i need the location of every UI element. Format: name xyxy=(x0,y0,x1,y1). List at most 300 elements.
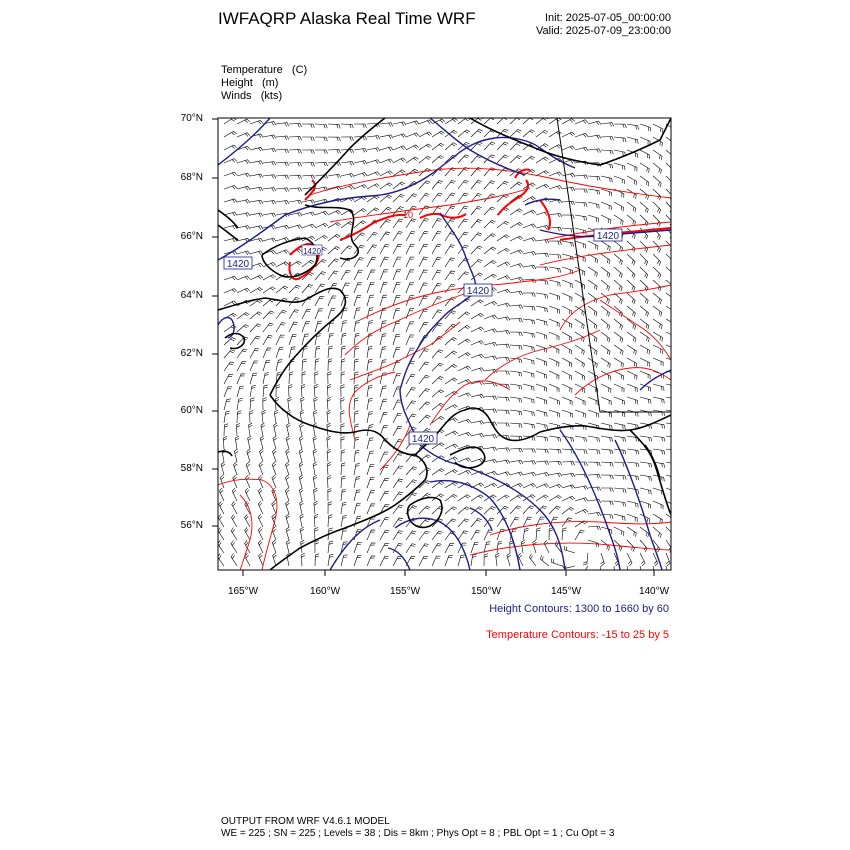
wind-barb xyxy=(419,296,428,306)
wind-barb xyxy=(367,398,373,410)
wind-barb xyxy=(627,215,636,226)
wind-barb xyxy=(627,267,635,278)
wind-barb xyxy=(536,473,549,477)
wind-barb xyxy=(666,150,674,161)
wind-barb xyxy=(285,475,289,488)
wind-barb xyxy=(367,464,374,475)
wind-barb xyxy=(289,200,302,204)
wind-barb xyxy=(551,558,562,566)
wind-barb xyxy=(341,385,345,398)
wind-barb xyxy=(562,132,575,137)
wind-barb xyxy=(232,501,237,514)
wind-barb xyxy=(458,299,470,307)
wind-barb xyxy=(263,162,276,166)
wind-barb xyxy=(315,211,328,215)
wind-barb xyxy=(640,137,650,145)
wind-barb xyxy=(549,484,562,488)
wind-barb xyxy=(666,137,675,148)
wind-barb xyxy=(250,251,263,255)
wind-barb xyxy=(627,501,638,508)
wind-barb xyxy=(406,244,415,254)
wind-barb xyxy=(289,310,299,319)
wind-barb xyxy=(250,373,257,384)
wind-barb xyxy=(549,118,561,124)
wind-barb xyxy=(471,459,484,463)
wind-barb xyxy=(393,219,403,228)
wind-barb xyxy=(328,308,335,319)
wind-barb xyxy=(445,470,458,476)
wind-barb xyxy=(510,506,521,514)
wind-barb xyxy=(614,150,626,156)
wind-barb xyxy=(484,342,497,346)
wind-barb xyxy=(341,372,345,384)
wind-barb xyxy=(640,267,648,278)
wind-barb xyxy=(380,386,387,397)
wind-barb xyxy=(432,469,444,475)
wind-barb xyxy=(263,287,275,293)
wind-barb xyxy=(458,130,470,137)
wind-barb xyxy=(263,200,276,204)
wind-barb xyxy=(471,313,484,319)
wind-barb xyxy=(276,136,289,140)
wind-barb xyxy=(575,133,588,137)
wind-barb xyxy=(432,531,443,540)
wind-barb xyxy=(354,149,367,153)
wind-barb xyxy=(640,553,645,566)
wind-barb xyxy=(484,247,496,254)
wind-barb xyxy=(419,362,429,371)
wind-barb xyxy=(219,488,224,501)
wind-barb xyxy=(497,168,508,176)
wind-barb xyxy=(575,345,584,355)
wind-barb xyxy=(250,200,263,204)
wind-barb xyxy=(627,449,639,454)
wind-barb xyxy=(432,376,444,384)
wind-barb xyxy=(575,202,587,207)
wind-barb xyxy=(601,475,613,479)
wind-barb xyxy=(601,137,614,141)
wind-barb xyxy=(263,311,274,319)
wind-barb xyxy=(315,137,327,141)
wind-barb xyxy=(250,361,258,371)
temperature-contour xyxy=(485,330,600,380)
wind-barb xyxy=(549,397,559,405)
wind-barb xyxy=(601,319,610,330)
wind-barb xyxy=(393,505,403,514)
wind-barb xyxy=(562,119,575,124)
wind-barb xyxy=(273,436,277,449)
wind-barb xyxy=(380,530,389,540)
wind-barb xyxy=(354,221,366,228)
wind-barb xyxy=(666,449,678,455)
wind-barb xyxy=(458,219,468,228)
wind-barb xyxy=(289,285,300,293)
wind-barb xyxy=(640,397,651,404)
wind-barb xyxy=(380,270,388,280)
wind-barb xyxy=(224,350,235,358)
wind-barb xyxy=(653,254,661,266)
wind-barb xyxy=(231,541,237,554)
wind-barb xyxy=(549,280,560,287)
wind-barb xyxy=(237,288,250,293)
wind-barb xyxy=(575,215,587,221)
wind-barb xyxy=(588,267,597,277)
wind-barb xyxy=(328,124,340,128)
wind-barb xyxy=(393,374,401,384)
wind-barb xyxy=(510,222,523,228)
wind-barb xyxy=(523,210,536,215)
wind-barb xyxy=(419,531,430,540)
wind-barb xyxy=(301,384,305,397)
wind-barb xyxy=(432,193,442,202)
wind-barb xyxy=(484,447,497,451)
wind-barb xyxy=(327,462,331,475)
wind-barb xyxy=(523,423,535,429)
wind-barb xyxy=(263,336,273,346)
wind-barb xyxy=(354,490,361,501)
wind-barb xyxy=(653,163,662,174)
wind-barb xyxy=(549,461,562,465)
wind-barb xyxy=(315,272,326,280)
wind-barb xyxy=(471,530,480,540)
wind-barb xyxy=(289,261,302,267)
wind-barb xyxy=(341,463,345,475)
wind-barb xyxy=(627,176,637,185)
wind-barb xyxy=(380,452,389,462)
wind-barb xyxy=(250,161,263,165)
wind-barb xyxy=(445,556,453,566)
wind-barb xyxy=(328,174,341,178)
wind-barb xyxy=(575,358,584,368)
wind-barb xyxy=(536,280,548,285)
wind-barb xyxy=(250,187,263,191)
wind-barb xyxy=(406,121,419,125)
wind-barb xyxy=(393,466,403,475)
wind-barb xyxy=(260,449,264,462)
wind-barb xyxy=(218,554,224,566)
wind-barb xyxy=(471,300,483,306)
wind-barb xyxy=(224,172,237,176)
wind-barb xyxy=(380,439,388,449)
wind-barb xyxy=(445,258,455,267)
wind-barb xyxy=(523,265,536,269)
wind-barb xyxy=(237,374,245,384)
wind-barb xyxy=(432,350,443,358)
wind-barb xyxy=(549,495,562,501)
wind-barb xyxy=(406,270,414,280)
wind-barb xyxy=(313,410,317,423)
wind-barb xyxy=(302,372,306,385)
wind-barb xyxy=(497,423,509,427)
lat-label: 68°N xyxy=(180,172,203,183)
wind-barb xyxy=(380,399,387,410)
wind-barb xyxy=(549,241,561,245)
wind-barb xyxy=(640,436,652,442)
wind-barb xyxy=(302,137,314,141)
wind-barb xyxy=(302,150,315,154)
wind-barb xyxy=(263,360,270,371)
wind-barb xyxy=(245,501,250,514)
wind-barb xyxy=(536,253,549,257)
wind-barb xyxy=(614,358,623,368)
wind-barb xyxy=(666,553,670,566)
wind-barb xyxy=(367,308,374,319)
wind-barb xyxy=(380,195,392,202)
wind-barb xyxy=(432,310,442,319)
wind-barb xyxy=(314,384,318,397)
wind-barb xyxy=(276,286,288,293)
wind-barb xyxy=(536,157,549,163)
temperature-contour xyxy=(490,522,671,535)
wind-barb xyxy=(653,150,662,160)
wind-barb xyxy=(367,136,380,140)
wind-barb xyxy=(484,329,497,333)
wind-barb xyxy=(549,473,562,477)
wind-barb xyxy=(250,410,254,423)
height-contour xyxy=(560,430,620,570)
wind-barb xyxy=(458,419,471,423)
wind-barb xyxy=(445,351,457,358)
wind-barb xyxy=(601,123,614,127)
wind-barb xyxy=(224,118,236,124)
wind-barb xyxy=(289,384,293,397)
wind-barb xyxy=(627,410,638,417)
coastline-peninsula xyxy=(270,440,427,570)
wind-barb xyxy=(313,475,317,488)
wind-barb xyxy=(601,553,605,566)
wind-barb xyxy=(380,282,388,293)
wind-barb xyxy=(286,462,290,475)
wind-barb xyxy=(380,517,389,527)
wind-barb xyxy=(328,271,338,280)
height-label xyxy=(302,245,322,256)
wind-barb xyxy=(458,193,468,202)
wind-barb xyxy=(406,493,417,501)
wind-barb xyxy=(235,436,239,449)
wind-barb xyxy=(562,215,574,219)
wind-barb xyxy=(445,494,457,501)
wind-barb xyxy=(231,528,237,541)
wind-barb xyxy=(471,220,482,229)
wind-barb xyxy=(341,411,345,424)
wind-barb xyxy=(367,359,372,371)
wind-barb xyxy=(315,296,324,306)
wind-barb xyxy=(562,358,572,367)
wind-barb xyxy=(445,245,455,254)
temperature-contour xyxy=(350,322,460,380)
wind-barb xyxy=(653,319,662,329)
wind-barb xyxy=(328,515,332,527)
wind-barb xyxy=(419,231,428,241)
wind-barb xyxy=(341,333,346,345)
wind-barb xyxy=(445,180,456,189)
wind-barb xyxy=(302,212,315,216)
wind-barb xyxy=(250,147,263,151)
wind-barb xyxy=(315,235,328,241)
wind-barb xyxy=(419,181,430,189)
height-contour xyxy=(615,440,662,570)
wind-barb xyxy=(276,149,289,153)
wind-barb xyxy=(327,410,331,423)
wind-barb xyxy=(601,384,611,393)
wind-barb xyxy=(393,556,402,566)
wind-barb xyxy=(341,515,347,527)
wind-barb xyxy=(549,358,559,367)
wind-barb xyxy=(299,462,303,475)
wind-barb xyxy=(497,410,509,414)
wind-barb xyxy=(614,215,623,225)
wind-barb xyxy=(601,202,611,210)
wind-barb xyxy=(380,183,392,189)
wind-barb xyxy=(627,475,639,480)
wind-barb xyxy=(380,220,391,229)
wind-barb xyxy=(614,345,623,355)
wind-barb xyxy=(471,180,482,189)
wind-barb xyxy=(250,324,261,332)
wind-barb xyxy=(302,322,310,332)
wind-barb xyxy=(406,322,414,332)
wind-barb xyxy=(497,262,510,267)
wind-barb xyxy=(393,413,402,423)
wind-barb xyxy=(510,345,522,350)
wind-barb xyxy=(341,137,354,141)
wind-barb xyxy=(272,462,276,475)
wind-barb xyxy=(471,495,483,501)
wind-barb xyxy=(419,375,430,384)
wind-barb xyxy=(250,226,263,230)
wind-barb xyxy=(245,514,250,527)
wind-barb xyxy=(458,155,469,163)
wind-barb xyxy=(313,462,317,475)
wind-barb xyxy=(276,310,287,319)
wind-barb xyxy=(367,543,376,553)
wind-barb xyxy=(273,449,277,462)
map-frame xyxy=(218,118,671,570)
wind-barb xyxy=(406,157,419,163)
wind-barb xyxy=(601,488,613,492)
wind-barb xyxy=(367,451,374,462)
wind-barb xyxy=(653,410,665,416)
wind-barb xyxy=(419,544,429,553)
wind-barb xyxy=(246,462,250,475)
wind-barb xyxy=(250,275,263,280)
wind-barb xyxy=(549,145,562,150)
wind-barb xyxy=(575,436,587,442)
wind-barb xyxy=(510,264,523,268)
wind-barb xyxy=(588,280,597,290)
wind-barb xyxy=(287,423,291,436)
wind-barb xyxy=(666,384,677,390)
svg-text:1420: 1420 xyxy=(596,231,620,242)
wind-barb xyxy=(406,219,416,228)
wind-barb xyxy=(237,276,250,280)
wind-barb xyxy=(274,423,278,436)
wind-barb xyxy=(484,483,497,488)
wind-barb xyxy=(276,335,285,345)
wind-barb xyxy=(393,122,406,126)
wind-barb xyxy=(327,449,331,462)
wind-barb xyxy=(432,390,444,397)
wind-barb xyxy=(640,306,649,317)
wind-barb xyxy=(419,193,430,202)
wind-barb xyxy=(510,129,522,137)
wind-barb xyxy=(523,449,536,453)
wind-barb xyxy=(302,224,315,228)
wind-barb xyxy=(510,472,523,476)
wind-barb xyxy=(250,174,263,178)
wind-barb xyxy=(614,514,625,521)
wind-barb xyxy=(249,423,253,436)
wind-barb xyxy=(625,566,629,579)
wind-barb xyxy=(484,142,495,150)
wind-barb xyxy=(221,462,225,475)
wind-barb xyxy=(627,241,635,252)
wind-barb xyxy=(233,475,237,488)
wind-barb xyxy=(562,228,574,233)
wind-barb xyxy=(406,194,417,202)
wind-barb xyxy=(250,312,262,319)
wind-barb xyxy=(367,184,380,189)
wind-barb xyxy=(458,555,465,566)
wind-barb xyxy=(354,258,364,267)
wind-barb xyxy=(419,270,428,280)
wind-barb xyxy=(523,461,536,465)
wind-barb xyxy=(471,354,484,358)
wind-barb xyxy=(601,410,612,417)
wind-barb xyxy=(445,338,457,346)
wind-barb xyxy=(419,556,428,566)
wind-barb xyxy=(523,332,535,338)
wind-barb xyxy=(393,158,406,163)
wind-barb xyxy=(237,349,247,358)
wind-barb xyxy=(536,423,547,429)
wind-barb xyxy=(601,332,610,342)
wind-barb xyxy=(601,254,610,264)
wind-barb xyxy=(328,502,332,514)
wind-barb xyxy=(653,449,665,455)
wind-barb xyxy=(458,272,469,280)
wind-barb xyxy=(328,210,341,215)
wind-barb xyxy=(588,189,600,195)
wind-barb xyxy=(510,397,522,403)
wind-barb xyxy=(328,234,340,241)
wind-barb xyxy=(458,495,470,501)
wind-barb xyxy=(583,553,588,565)
height-label xyxy=(224,257,252,270)
wind-barb xyxy=(523,410,534,416)
wind-barb xyxy=(341,476,346,488)
height-contour xyxy=(218,118,270,165)
wind-barb xyxy=(588,397,598,405)
wind-barb xyxy=(536,319,547,326)
temperature-contour xyxy=(470,543,671,555)
temperature-contour xyxy=(430,381,510,425)
wind-barb xyxy=(588,345,597,355)
wind-barb xyxy=(224,411,230,423)
wind-barb xyxy=(367,438,374,449)
wind-barb xyxy=(218,541,224,553)
border-alaska-canada xyxy=(557,118,671,412)
wind-barb xyxy=(237,313,249,320)
lat-label: 66°N xyxy=(180,231,203,242)
wind-barb xyxy=(640,371,650,379)
wind-barb xyxy=(299,475,303,488)
wind-barb xyxy=(327,384,331,397)
wind-barb xyxy=(380,478,389,488)
wind-barb xyxy=(458,393,471,397)
wind-barb xyxy=(419,206,429,215)
wind-barb xyxy=(536,484,549,488)
